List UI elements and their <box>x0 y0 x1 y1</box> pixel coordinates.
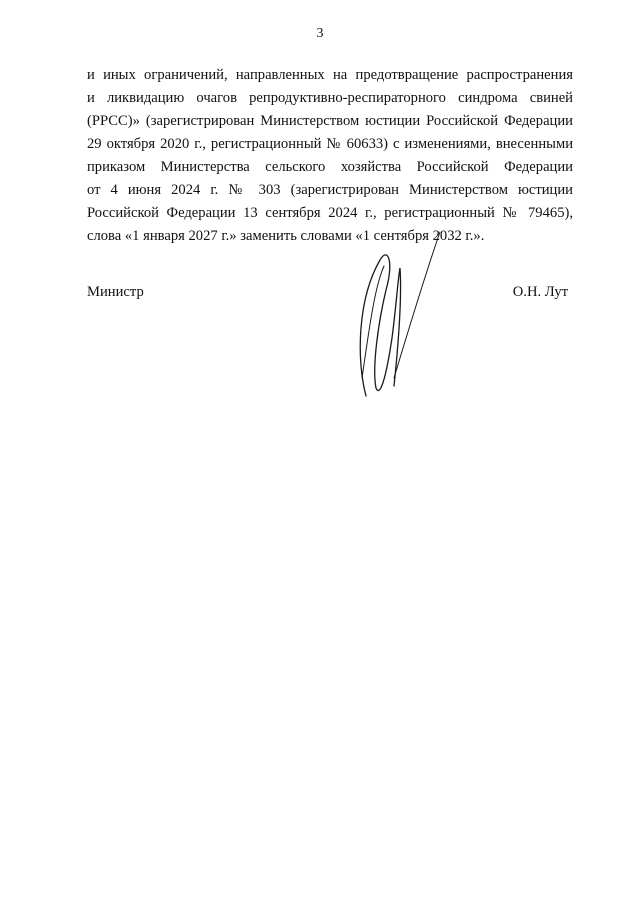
paragraph-line: от 4 июня 2024 г. № 303 (зарегистрирован Министерством юстиции <box>87 182 573 198</box>
paragraph-line: Российской Федерации 13 сентября 2024 г., регистрационный № 79465), <box>87 205 573 221</box>
signer-name: О.Н. Лут <box>512 284 568 300</box>
document-paragraph <box>87 64 573 248</box>
signature-stroke <box>394 232 440 378</box>
paragraph-line: приказом Министерства сельского хозяйства Российской Федерации <box>87 159 573 175</box>
signature-stroke <box>362 266 384 378</box>
paragraph-line: и ликвидацию очагов репродуктивно-респираторного синдрома свиней <box>87 90 573 106</box>
paragraph-line: и иных ограничений, направленных на предотвращение распространения <box>87 67 573 83</box>
paragraph-line: 29 октября 2020 г., регистрационный № 60633) с изменениями, внесенными <box>87 136 573 152</box>
paragraph-line: (РРСС)» (зарегистрирован Министерством юстиции Российской Федерации <box>87 113 573 129</box>
signer-title: Министр <box>87 284 144 300</box>
page-number: 3 <box>316 26 324 41</box>
paragraph-line: слова «1 января 2027 г.» заменить словами «1 сентября 2032 г.». <box>87 228 485 244</box>
handwritten-signature <box>348 228 448 403</box>
